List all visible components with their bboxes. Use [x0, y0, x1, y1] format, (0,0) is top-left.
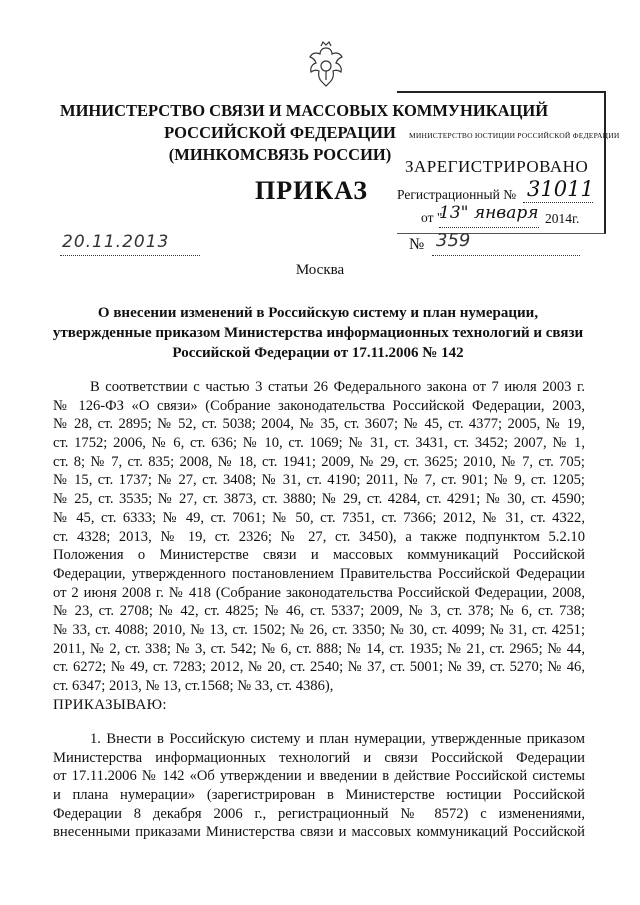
title-line: Российской Федерации от 17.11.2006 № 142	[172, 345, 464, 361]
text-line: ст. 4328; 2013, № 19, ст. 2326; № 27, ст. 3450), а также подпунктом 5.2.10	[53, 528, 585, 545]
text-line: № 28, ст. 2895; № 52, ст. 5038; 2004, № 35, ст. 3607; № 45, ст. 4377; 2005, № 19,	[53, 416, 585, 433]
document-type-title: ПРИКАЗ	[255, 176, 369, 205]
text-line: Министерства информационных технологий и связи Российской Федерации	[53, 749, 585, 766]
stamp-reg-label: Регистрационный №	[397, 187, 517, 202]
text-line: и плана нумерации» (зарегистрирован в Министерстве юстиции Российской	[53, 787, 585, 804]
title-line: утвержденные приказом Министерства информационных технологий и связи	[52, 325, 584, 341]
document-number: 359	[436, 230, 471, 251]
preamble-paragraph	[53, 378, 585, 696]
stamp-ministry: МИНИСТЕРСТВО ЮСТИЦИИ РОССИЙСКОЙ ФЕДЕРАЦИИ	[409, 131, 620, 140]
double-headed-eagle-emblem-icon	[304, 40, 348, 90]
stamp-date-year: 2014г.	[545, 211, 580, 226]
date-underline	[60, 255, 200, 256]
document-number-label: №	[409, 236, 425, 253]
text-line: ст. 6347; 2013, № 13, ст.1568; № 33, ст. 4386),	[53, 678, 334, 694]
text-line: Федерации 8 декабря 2006 г., регистрационный № 8572) с изменениями,	[53, 805, 585, 822]
order-item-1	[53, 730, 585, 842]
order-word: ПРИКАЗЫВАЮ:	[53, 697, 167, 713]
document-date: 20.11.2013	[62, 232, 170, 252]
stamp-date-underline	[439, 227, 539, 228]
text-line: Федерации, утвержденного постановлением Правительства Российской Федерации	[53, 565, 585, 582]
text-line: № 33, ст. 4088; 2010, № 13, ст. 1502; № 26, ст. 3350; № 30, ст. 4099; № 31, ст. 4251;	[53, 621, 585, 638]
text-line: В соответствии с частью 3 статьи 26 Федерального закона от 7 июля 2003 г.	[90, 379, 585, 395]
text-line: 2011, № 2, ст. 338; № 3, ст. 542; № 6, ст. 888; № 14, ст. 1935; № 21, ст. 2965; № 44,	[53, 640, 585, 657]
registration-stamp	[397, 91, 620, 234]
text-line: № 25, ст. 3535; № 27, ст. 3873, ст. 3880; № 29, ст. 4284, ст. 4291; № 30, ст. 4590;	[53, 491, 585, 508]
document-title	[48, 303, 588, 363]
text-line: ст. 1752; 2006, № 6, ст. 636; № 10, ст. 1069; № 31, ст. 3431, ст. 3452; 2007, № 1,	[53, 435, 585, 452]
number-underline	[432, 255, 580, 256]
stamp-status: ЗАРЕГИСТРИРОВАНО	[405, 157, 589, 176]
ministry-name-line2: РОССИЙСКОЙ ФЕДЕРАЦИИ	[164, 123, 396, 142]
text-line: ст. 8; № 7, ст. 835; 2008, № 18, ст. 1941; 2009, № 29, ст. 3625; 2010, № 7, ст. 705;	[53, 453, 585, 470]
text-line: ст. 6272; № 49, ст. 7283; 2012, № 20, ст. 2540; № 37, ст. 5001; № 39, ст. 5270; № 46,	[53, 659, 585, 676]
stamp-date-value: 13" января	[439, 203, 539, 223]
text-line: № 126-ФЗ «О связи» (Собрание законодательства Российской Федерации, 2003,	[53, 397, 585, 414]
text-line: 1. Внести в Российскую систему и план нумерации, утвержденные приказом	[90, 731, 585, 747]
text-line: № 23, ст. 2708; № 42, ст. 4825; № 46, ст. 5337; 2009, № 3, ст. 378; № 6, ст. 738;	[53, 603, 585, 620]
stamp-reg-number: 31011	[527, 177, 594, 201]
city: Москва	[295, 262, 345, 278]
ministry-abbreviation: (МИНКОМСВЯЗЬ РОССИИ)	[168, 145, 392, 164]
text-line: № 45, ст. 6333; № 49, ст. 7061; № 50, ст. 7351, ст. 7366; 2012, № 31, ст. 4322,	[53, 509, 585, 526]
stamp-date-prefix: от "	[421, 210, 443, 225]
text-line: Положения о Министерстве связи и массовых коммуникаций Российской	[53, 547, 585, 564]
title-line: О внесении изменений в Российскую систему и план нумерации,	[97, 305, 539, 321]
ministry-name-line1: МИНИСТЕРСТВО СВЯЗИ И МАССОВЫХ КОММУНИКАЦИЙ	[60, 101, 549, 120]
text-line: от 2 июня 2008 г. № 418 (Собрание законодательства Российской Федерации, 2008,	[53, 584, 585, 601]
text-line: внесенными приказами Министерства связи и массовых коммуникаций Российской	[53, 824, 585, 841]
text-line: от 17.11.2006 № 142 «Об утверждении и введении в действие Российской системы	[53, 768, 585, 785]
text-line: № 15, ст. 1737; № 27, ст. 3408; № 31, ст. 4190; 2011, № 7, ст. 901; № 9, ст. 1205;	[53, 472, 585, 489]
